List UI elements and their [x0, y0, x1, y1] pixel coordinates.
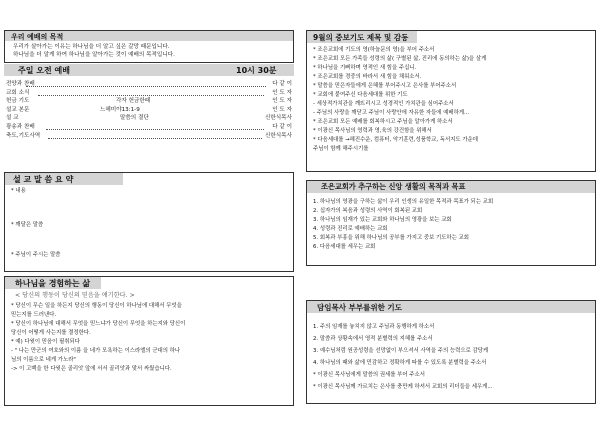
prayer-line: * 이광신 목사님의 영력과 영,육의 강건함을 위해서 — [313, 128, 432, 134]
worship-title: 주일 오전 예배 — [18, 66, 70, 75]
prayer-line: * 조은교회 모든 가족들 성령의 삶( 구별된 삶, 진리에 동의하는 삶)을 살게 — [313, 56, 487, 62]
prayer-title: 9월의 중보기도 제목 및 감동 — [307, 31, 417, 43]
goal-item: 3. 하나님의 임재가 있는 교회와 하나님의 영광을 보는 교회 — [313, 217, 452, 223]
prayer-line: * 조은교회 모든 예배를 회복하시고 주님을 알아가게 하소서 — [313, 119, 453, 125]
worship-time: 10시 30분 — [236, 66, 277, 75]
worship-title-bar — [4, 64, 294, 76]
experience-line: 님의 이름으로 네게 가노라" — [11, 357, 76, 363]
sermon-item: * 깨달은 말씀 — [11, 222, 44, 228]
goal-item: 4. 성령과 진리로 예배하는 교회 — [313, 226, 388, 232]
worship-row: 축도,기도사역 신한식목사 — [6, 132, 292, 139]
worship-row: 헌금 기도 각자 헌금한때 인 도 자 — [6, 98, 292, 105]
goal-item: 5. 회복과 부흥을 위해 하나님의 공부를 가지고 중보 기도하는 교회 — [313, 235, 469, 241]
sermon-summary-box — [4, 172, 294, 272]
experience-line: * 당신이 하나님에 대해서 무엇을 믿느냐가 당신이 무엇을 하는지와 당신이 — [11, 321, 186, 327]
prayer-line: - 세상적가치관을 깨뜨리시고 성경적인 가치관을 심어주소서 — [313, 101, 454, 107]
prayer-line: * 다음세대를 →헤진수운, 컴퓨터, 악기훈련,성품학교, 독서지도 가운데 — [313, 137, 478, 143]
experience-line: * 당신이 무슨 일을 하든지 당신의 행동이 당신이 하나님에 대해서 무엇을 — [11, 303, 182, 309]
prayer-line: * 하나님을 기뻐하며 영적인 새 힘을 주십니. — [313, 65, 417, 71]
pastor-line: 4. 하나님의 때와 삶에 민감하고 정확하게 따를 수 있도록 분별력을 주소서 — [313, 360, 487, 366]
pastor-line: * 이광신 목사님께 가르치는 은사를 충만케 하셔서 교회의 리더들을 세우게... — [313, 384, 493, 390]
pastor-line: 2. 말씀과 상황속에서 영적 분별력의 지혜를 주소서 — [313, 336, 433, 342]
pastor-line: * 이광신 목사님에게 말씀의 권세를 부어 주소서 — [313, 372, 425, 378]
sermon-title: 설 교 말 씀 요 약 — [5, 173, 123, 185]
worship-row: 설교 본문 느헤미야13:1-9 인 도 자 — [6, 106, 292, 113]
worship-row: 교회 소식 인 도 자 — [6, 89, 292, 96]
prayer-line: * 조은교회를 경중의 바라서 새 힘을 채워소서. — [313, 74, 422, 80]
worship-order-box — [4, 64, 294, 170]
worship-row: 전양과 찬배 다 같 이 — [6, 81, 292, 87]
worship-row: 설 교 말씀의 결단 신한식목사 — [6, 115, 292, 122]
experience-line: 믿는지를 드러낸다. — [11, 312, 57, 318]
prayer-line: 주님이 함께 해주시기를 — [313, 146, 369, 152]
experience-box — [4, 276, 294, 406]
goal-item: 2. 십자가의 복음과 성령의 사역이 회복된 교회 — [313, 208, 423, 214]
pastor-title: 담임목사 부부를위한 기도 — [307, 301, 595, 313]
prayer-line: - 주님의 사랑을 깨닫고 주님이 사랑안에 자유한 자들에 예배하게... — [313, 110, 470, 116]
experience-line: * 예) 다윗이 믿음이 필취되다 — [11, 339, 80, 345]
goals-box — [306, 180, 596, 266]
pastor-prayer-box — [306, 300, 596, 404]
purpose-title: 우리 예배의 목적 — [5, 31, 293, 41]
pastor-line: 1. 주의 임재를 놓치지 않고 주님과 동행하게 하소서 — [313, 324, 435, 330]
purpose-line: 하나님을 더 알게 하여 하나님을 알아가는 것이 예배의 목적입니다. — [13, 52, 175, 59]
prayer-line: * 말씀을 믿은자들에게 은혜를 부어주시고 은사를 부어주소서 — [313, 83, 457, 89]
experience-title: 하나님을 경험하는 삶 — [5, 277, 101, 289]
sermon-item: * 주님이 주시는 말씀 — [11, 252, 61, 258]
prayer-line: * 교회에 붙여주신 다음세대를 위한 기도 — [313, 92, 408, 98]
experience-line: 당신이 어떻게 사는지를 결정한다. — [11, 330, 91, 336]
worship-row: 광송과 찬배 다 같 이 — [6, 123, 292, 130]
pastor-line: 3. 예수님처럼 원공성령을 선망없이 부으셔서 사역을 주의 능력으로 감당케 — [313, 348, 489, 354]
sermon-item: * 내용 — [11, 188, 26, 194]
experience-line: - " 나는 만군의 여호와의 이름 을 네가 모욕하는 이스라엘의 군대의 하나 — [11, 348, 181, 354]
experience-subtitle: < 당신의 행동이 당신의 믿음을 얘기한다. > — [15, 292, 135, 299]
goal-item: 1. 하나님의 영광을 구하는 삶이 우리 인생의 유일한 목적과 목표가 되는 교회 — [313, 199, 494, 205]
goal-item: 6. 다음세대를 세우는 교회 — [313, 244, 376, 250]
purpose-box — [4, 30, 294, 63]
experience-line: -> 이 고백을 한 다윗은 골리앗 앞에 서서 골리앗과 맞서 싸웠습니다. — [11, 366, 172, 372]
goals-title: 조은교회가 추구하는 신앙 생활의 목적과 목표 — [307, 181, 595, 193]
purpose-line: 우리가 살아가는 이유는 하나님을 더 알고 싶은 갈망 때문입니다. — [13, 44, 170, 50]
prayer-box — [306, 30, 596, 172]
prayer-line: * 조은교회에 기도의 영(하늘문의 영)을 부어 주소서 — [313, 47, 435, 53]
